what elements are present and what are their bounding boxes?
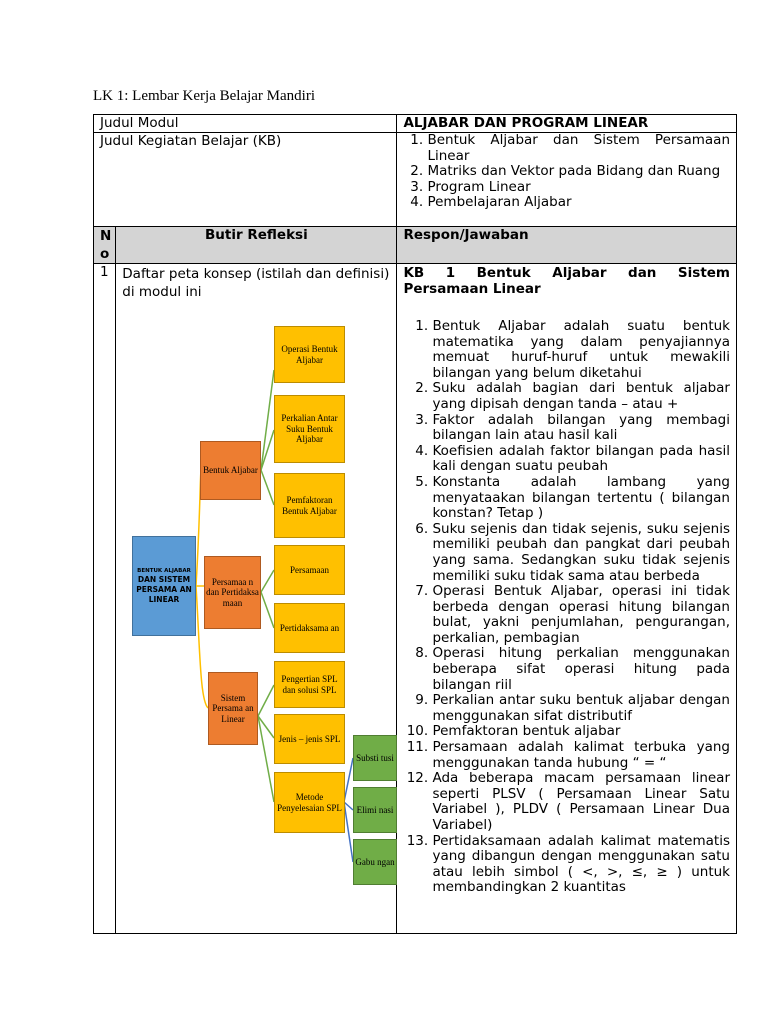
- kb-title-label: Judul Kegiatan Belajar (KB): [94, 133, 397, 227]
- kb-title-row: [94, 133, 737, 227]
- map-node-gabungan: Gabu ngan: [353, 839, 397, 885]
- response-heading-line2: Persamaan Linear: [403, 281, 541, 297]
- row-number: 1: [94, 264, 116, 934]
- worksheet-table: [93, 114, 737, 934]
- answer-item: 13. Pertidaksamaan adalah kalimat matematis yang dibangun dengan menggunakan satu atau lebih simbol ( <, >, ≤, ≥ ) untuk membandingkan 2 kuantitas: [432, 834, 730, 896]
- module-title-row: [94, 115, 737, 133]
- answer-item: 9. Perkalian antar suku bentuk aljabar dengan menggunakan sifat distributif: [432, 693, 730, 724]
- kb-title-list-cell: [397, 133, 737, 227]
- map-node-metode-penyelesaian: Metode Penyelesaian SPL: [274, 772, 345, 833]
- map-node-root-small: BENTUK ALJABAR: [137, 568, 191, 574]
- answer-item: 12. Ada beberapa macam persamaan linear seperti PLSV ( Persamaan Linear Satu Variabel ), PLDV ( Persamaan Linear Dua Variabel): [432, 771, 730, 833]
- response-heading-line1: KB 1 Bentuk Aljabar dan Sistem: [403, 265, 730, 281]
- map-node-pengertian-spl: Pengertian SPL dan solusi SPL: [274, 661, 345, 708]
- module-title-label: Judul Modul: [94, 115, 397, 133]
- answer-item: 7. Operasi Bentuk Aljabar, operasi ini tidak berbeda dengan operasi hitung bilangan bulat, yakni penjumlahan, pengurangan, perkalian, pembagian: [432, 584, 730, 646]
- document-title: LK 1: Lembar Kerja Belajar Mandiri: [93, 88, 315, 104]
- answer-item: 1. Bentuk Aljabar adalah suatu bentuk matematika yang dalam penyajiannya memuat huruf-huruf untuk mewakili bilangan yang belum diketahui: [432, 319, 730, 381]
- map-node-persamaan-pertidaksamaan: Persamaa n dan Pertidaksa maan: [204, 556, 261, 629]
- header-butir-refleksi: Butir Refleksi: [116, 227, 397, 264]
- kb-item: 1. Bentuk Aljabar dan Sistem Persamaan Linear: [427, 133, 730, 164]
- answer-item: 2. Suku adalah bagian dari bentuk aljabar yang dipisah dengan tanda – atau +: [432, 381, 730, 412]
- table-header-row: [94, 227, 737, 264]
- map-node-pertidaksamaan: Pertidaksama an: [274, 603, 345, 653]
- map-node-sistem-persamaan: Sistem Persama an Linear: [208, 672, 258, 745]
- kb-item: 4. Pembelajaran Aljabar: [427, 195, 730, 211]
- answer-item: 8. Operasi hitung perkalian menggunakan beberapa sifat operasi hitung pada bilangan riil: [432, 646, 730, 693]
- map-node-operasi: Operasi Bentuk Aljabar: [274, 326, 345, 383]
- header-no: N o: [94, 227, 116, 264]
- map-node-root-label: DAN SISTEM PERSAMA AN LINEAR: [136, 575, 192, 604]
- kb-item: 2. Matriks dan Vektor pada Bidang dan Ruang: [427, 164, 730, 180]
- map-node-eliminasi: Elimi nasi: [353, 787, 397, 833]
- map-node-pemfaktoran: Pemfaktoran Bentuk Aljabar: [274, 473, 345, 538]
- header-respon-jawaban: Respon/Jawaban: [397, 227, 737, 264]
- map-node-root: [132, 536, 196, 636]
- butir-refleksi-text: Daftar peta konsep (istilah dan definisi) di modul ini: [122, 266, 390, 300]
- map-node-substitusi: Substi tusi: [353, 735, 397, 781]
- answer-item: 6. Suku sejenis dan tidak sejenis, suku sejenis memiliki peubah dan pangkat dari peubah yang sama. Sedangkan suku tidak sejenis memiliki suku tidak sama atau berbeda: [432, 522, 730, 584]
- map-node-jenis-spl: Jenis – jenis SPL: [274, 714, 345, 764]
- answer-item: 11. Persamaan adalah kalimat terbuka yang menggunakan tanda hubung “ = “: [432, 740, 730, 771]
- map-node-perkalian: Perkalian Antar Suku Bentuk Aljabar: [274, 395, 345, 463]
- answer-list: [403, 319, 730, 896]
- response-cell: [397, 264, 737, 934]
- answer-item: 10. Pemfaktoran bentuk aljabar: [432, 724, 730, 740]
- answer-item: 4. Koefisien adalah faktor bilangan pada hasil kali dengan suatu peubah: [432, 444, 730, 475]
- module-title-value: ALJABAR DAN PROGRAM LINEAR: [397, 115, 737, 133]
- map-node-persamaan: Persamaan: [274, 545, 345, 595]
- kb-title-list: [403, 133, 730, 211]
- answer-item: 3. Faktor adalah bilangan yang membagi bilangan lain atau hasil kali: [432, 413, 730, 444]
- kb-item: 3. Program Linear: [427, 180, 730, 196]
- answer-item: 5. Konstanta adalah lambang yang menyataakan bilangan tertentu ( bilangan konstan? Tetap ): [432, 475, 730, 522]
- map-node-bentuk-aljabar: Bentuk Aljabar: [200, 441, 261, 500]
